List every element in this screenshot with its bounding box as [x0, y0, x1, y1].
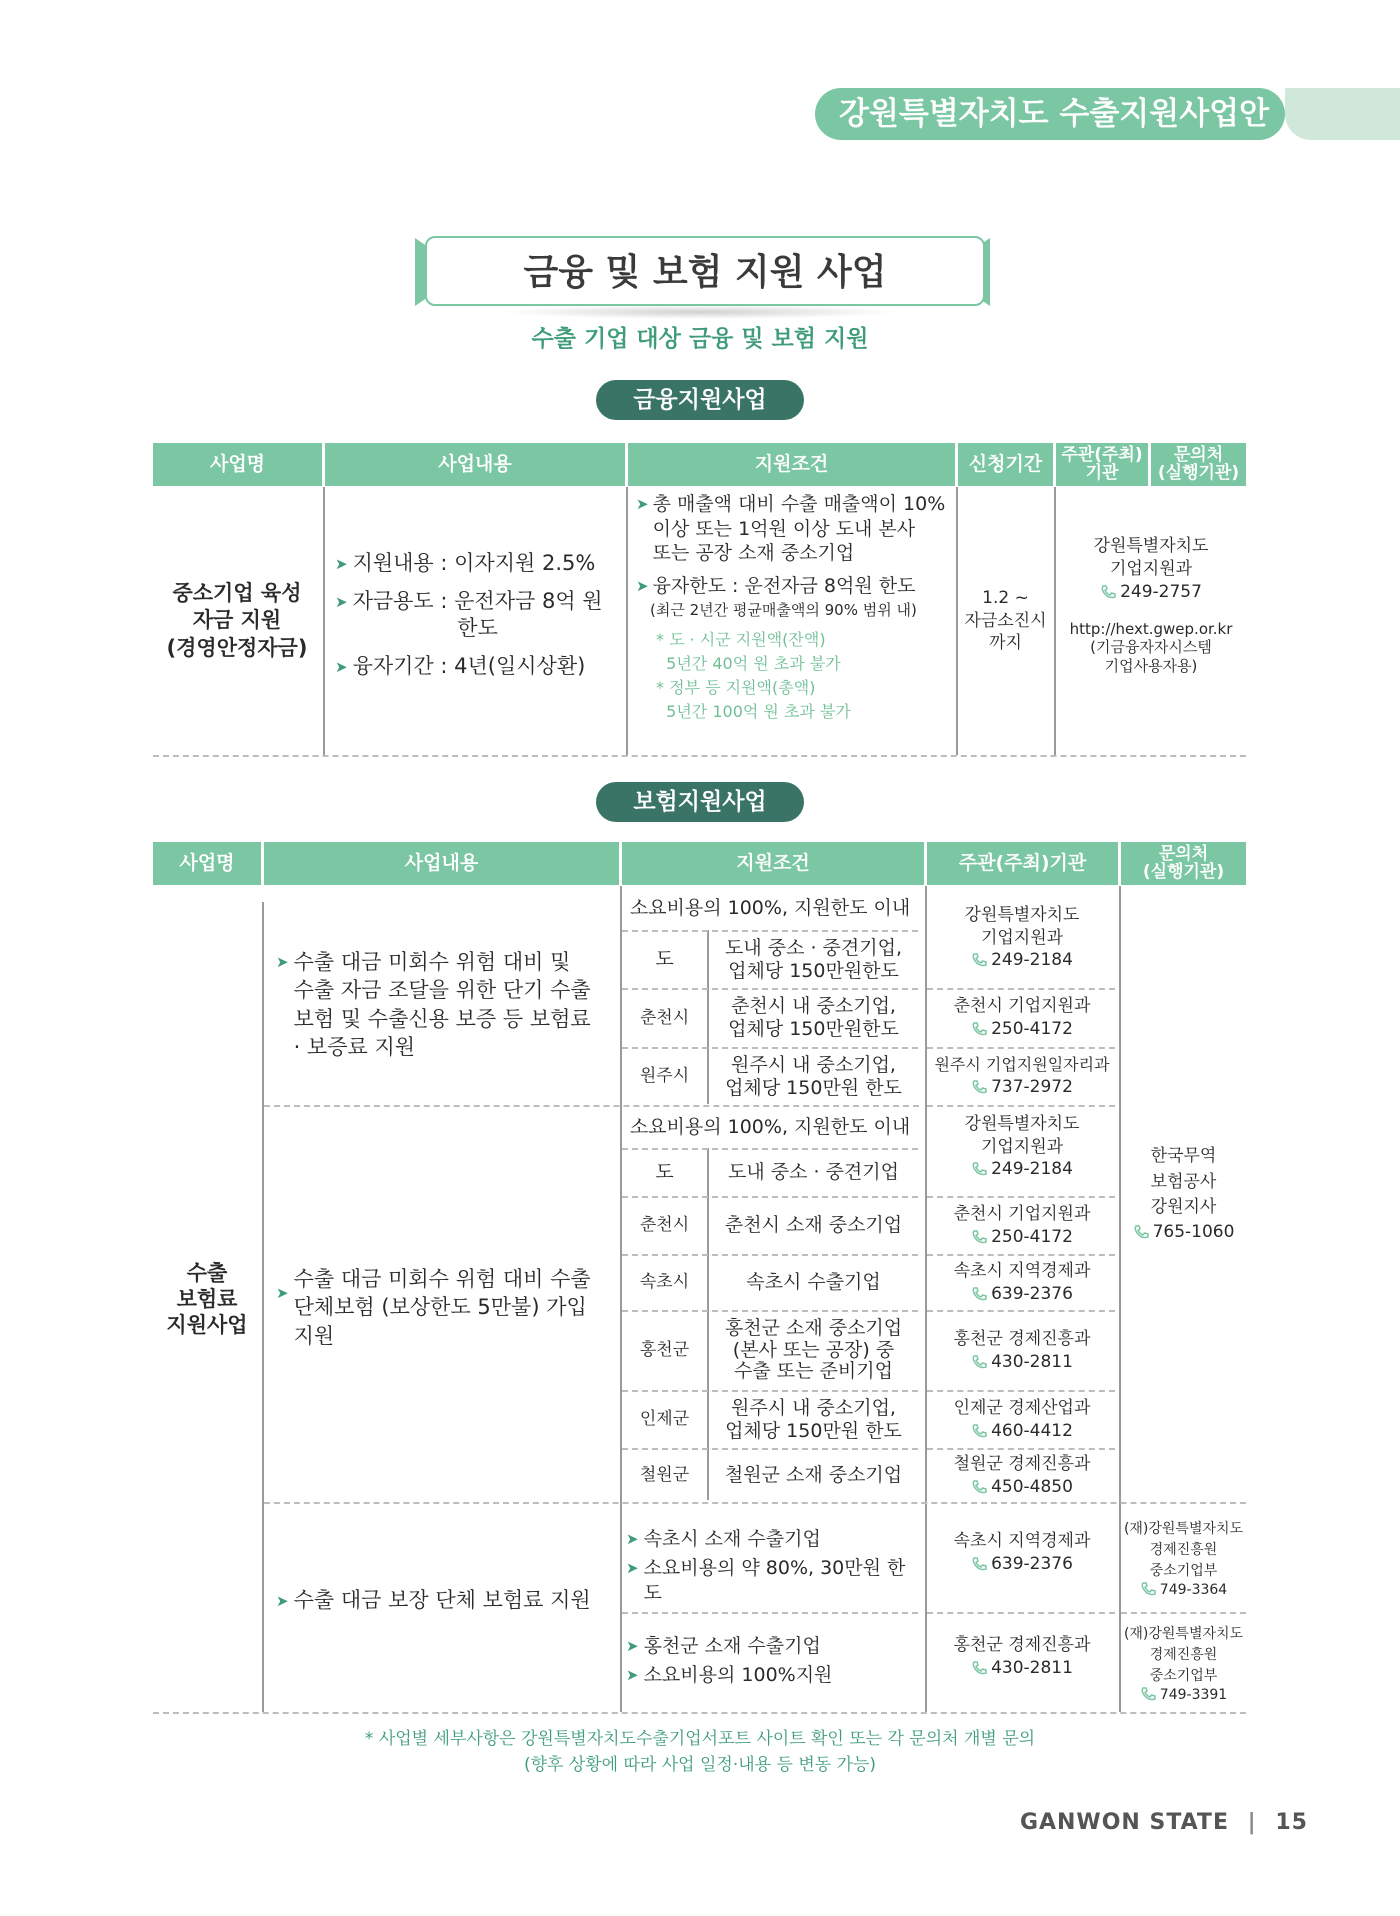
- organizer-cell: 춘천시 기업지원과 250-4172: [953, 1203, 1091, 1247]
- footer-separator: |: [1247, 1810, 1257, 1835]
- region-label: 인제군: [639, 1409, 690, 1430]
- phone-icon: [1140, 1582, 1156, 1596]
- region-condition: 원주시 내 중소기업, 업체당 150만원 한도: [725, 1053, 902, 1099]
- finance-url[interactable]: http://hext.gwep.or.kr: [1069, 619, 1233, 638]
- finance-header-period: 신청기간: [958, 443, 1053, 486]
- organizer-cell: 속초시 지역경제과 639-2376: [953, 1260, 1091, 1304]
- insurance-g2-content: ➤ 수출 대금 미회수 위험 대비 수출 단체보험 (보상한도 5만불) 가입 지원: [276, 1265, 616, 1350]
- organizer-cell: 강원특별자치도 기업지원과 249-2184: [964, 1113, 1080, 1180]
- arrow-bullet-icon: ➤: [335, 593, 348, 611]
- inquiry-cell: (재)강원특별자치도 경제진흥원 중소기업부 749-3364: [1123, 1520, 1244, 1598]
- region-condition: 속초시 수출기업: [746, 1271, 881, 1294]
- finance-condition-note: (최근 2년간 평균매출액의 90% 범위 내): [650, 601, 917, 620]
- finance-condition-limit: * 정부 등 지원액(총액) 5년간 100억 원 초과 불가: [656, 678, 851, 722]
- arrow-bullet-icon: ➤: [626, 1530, 639, 1548]
- region-label: 춘천시: [639, 1007, 690, 1028]
- insurance-g2-cond-head: 소요비용의 100%, 지원한도 이내: [629, 1115, 911, 1138]
- phone-icon: [1100, 585, 1116, 599]
- insurance-header-organizer: 주관(주최)기관: [927, 842, 1118, 885]
- phone-icon: [971, 1287, 987, 1301]
- arrow-bullet-icon: ➤: [626, 1666, 639, 1684]
- insurance-g3-cond: ➤ 홍천군 소재 수출기업 ➤ 소요비용의 100%지원: [626, 1635, 833, 1686]
- finance-divider: [323, 487, 325, 755]
- region-label: 홍천군: [639, 1340, 690, 1361]
- insurance-header-content: 사업내용: [264, 842, 619, 885]
- arrow-bullet-icon: ➤: [335, 657, 348, 676]
- finance-content-item: ➤ 자금용도 : 운전자금 8억 원 한도: [335, 588, 620, 643]
- phone-icon: [1140, 1687, 1156, 1701]
- phone-icon: [971, 1080, 987, 1094]
- region-label: 춘천시: [639, 1215, 690, 1236]
- phone-icon: [971, 1480, 987, 1494]
- organizer-cell: 춘천시 기업지원과 250-4172: [953, 996, 1091, 1039]
- finance-url-note: (기금융자자시스템 기업사용자용): [1090, 637, 1212, 676]
- insurance-header-name: 사업명: [153, 842, 261, 885]
- inquiry-cell: 한국무역 보험공사 강원지사 765-1060: [1121, 886, 1246, 1502]
- finance-section-label: 금융지원사업: [596, 380, 804, 420]
- finance-program-name: 중소기업 육성 자금 지원 (경영안정자금): [166, 581, 308, 660]
- phone-icon: [971, 1022, 987, 1036]
- insurance-section-label: 보험지원사업: [596, 782, 804, 822]
- finance-conditions: [636, 492, 954, 724]
- page-number: 15: [1275, 1810, 1308, 1835]
- region-condition: 홍천군 소재 중소기업 (본사 또는 공장) 중 수출 또는 준비기업: [724, 1316, 903, 1383]
- finance-condition-item: ➤ 융자한도 : 운전자금 8억원 한도: [636, 575, 916, 598]
- finance-header-condition: 지원조건: [628, 443, 955, 486]
- arrow-bullet-icon: ➤: [335, 555, 348, 573]
- phone-icon: [971, 1230, 987, 1244]
- finance-condition-limit: * 도 · 시군 지원액(잔액) 5년간 40억 원 초과 불가: [656, 630, 841, 674]
- finance-bottom-border: [153, 755, 1246, 757]
- arrow-bullet-icon: ➤: [626, 1559, 639, 1577]
- phone-icon: [1133, 1225, 1149, 1239]
- banner-tail: [1285, 88, 1400, 140]
- phone-icon: [971, 1661, 987, 1675]
- arrow-bullet-icon: ➤: [276, 1592, 289, 1610]
- footer-note: * 사업별 세부사항은 강원특별자치도수출기업서포트 사이트 확인 또는 각 문의처 개별 문의 (향후 상황에 따라 사업 일정·내용 등 변동 가능): [364, 1729, 1036, 1775]
- insurance-g3-cond: ➤ 속초시 소재 수출기업 ➤ 소요비용의 약 80%, 30만원 한도: [626, 1528, 906, 1604]
- phone-icon: [971, 1557, 987, 1571]
- phone-icon: [971, 1424, 987, 1438]
- phone-icon: [971, 1355, 987, 1369]
- arrow-bullet-icon: ➤: [636, 577, 649, 596]
- header-banner: 강원특별자치도 수출지원사업안내: [815, 88, 1285, 140]
- region-condition: 도내 중소 · 중견기업, 업체당 150만원한도: [724, 936, 903, 982]
- organizer-cell: 홍천군 경제진흥과 430-2811: [953, 1328, 1091, 1372]
- region-label: 도: [655, 1161, 674, 1184]
- organizer-cell: 홍천군 경제진흥과 430-2811: [953, 1635, 1091, 1678]
- inquiry-cell: (재)강원특별자치도 경제진흥원 중소기업부 749-3391: [1123, 1625, 1244, 1703]
- finance-header-name: 사업명: [153, 443, 322, 486]
- finance-header-inquiry: 문의처 (실행기관): [1151, 443, 1246, 486]
- finance-content-list: [335, 550, 620, 681]
- insurance-bottom-border: [153, 1712, 1246, 1714]
- organizer-cell: 강원특별자치도 기업지원과 249-2184: [964, 904, 1080, 971]
- region-label: 도: [655, 948, 674, 971]
- finance-period: 1.2 ~ 자금소진시 까지: [964, 587, 1047, 654]
- page-subtitle: 수출 기업 대상 금융 및 보험 지원: [531, 326, 869, 352]
- region-condition: 원주시 내 중소기업, 업체당 150만원 한도: [725, 1396, 902, 1442]
- finance-organizer: 강원특별자치도 기업지원과 249-2757 http://hext.gwep.or.kr (기금융자자시스템 기업사용자용): [1056, 535, 1246, 677]
- arrow-bullet-icon: ➤: [276, 953, 289, 971]
- finance-condition-item: ➤ 총 매출액 대비 수출 매출액이 10% 이상 또는 1억원 이상 도내 본사 또는 공장 소재 중소기업: [636, 493, 946, 565]
- insurance-header-inquiry: 문의처 (실행기관): [1121, 842, 1246, 885]
- brand-label: GANWON STATE: [1019, 1810, 1229, 1835]
- finance-header-content: 사업내용: [325, 443, 625, 486]
- organizer-cell: 원주시 기업지원일자리과 737-2972: [934, 1055, 1110, 1097]
- finance-divider: [626, 487, 628, 755]
- phone-icon: [971, 1162, 987, 1176]
- region-condition: 춘천시 내 중소기업, 업체당 150만원한도: [728, 995, 899, 1040]
- finance-content-item: ➤ 융자기간 : 4년(일시상환): [335, 653, 620, 681]
- finance-header-organizer: 주관(주최) 기관: [1056, 443, 1148, 486]
- region-label: 철원군: [639, 1465, 690, 1486]
- arrow-bullet-icon: ➤: [626, 1637, 639, 1655]
- insurance-program-name: 수출 보험료 지원사업: [166, 1260, 248, 1338]
- ribbon-shadow: [500, 305, 900, 319]
- insurance-g1-content: ➤ 수출 대금 미회수 위험 대비 및 수출 자금 조달을 위한 단기 수출 보험 및 수출신용 보증 등 보험료 · 보증료 지원: [276, 948, 616, 1061]
- region-condition: 철원군 소재 중소기업: [724, 1464, 903, 1487]
- region-label: 원주시: [639, 1066, 690, 1087]
- finance-organizer-phone: 249-2757: [1056, 581, 1246, 604]
- page-footer: [1020, 1810, 1308, 1835]
- page-title: 금융 및 보험 지원 사업: [425, 236, 985, 306]
- finance-content-item: ➤ 지원내용 : 이자지원 2.5%: [335, 550, 620, 578]
- phone-icon: [971, 953, 987, 967]
- region-label: 속초시: [639, 1272, 690, 1293]
- organizer-cell: 인제군 경제산업과 460-4412: [953, 1397, 1091, 1441]
- region-condition: 춘천시 소재 중소기업: [724, 1214, 903, 1237]
- insurance-header-condition: 지원조건: [622, 842, 924, 885]
- insurance-g1-cond-head: 소요비용의 100%, 지원한도 이내: [629, 896, 911, 919]
- region-condition: 도내 중소 · 중견기업: [728, 1161, 899, 1184]
- insurance-g3-content: ➤ 수출 대금 보장 단체 보험료 지원: [276, 1587, 616, 1615]
- organizer-cell: 속초시 지역경제과 639-2376: [953, 1531, 1091, 1574]
- organizer-cell: 철원군 경제진흥과 450-4850: [953, 1453, 1091, 1497]
- insurance-divider: [262, 902, 264, 1712]
- row-divider: [622, 1612, 918, 1614]
- arrow-bullet-icon: ➤: [636, 495, 649, 513]
- arrow-bullet-icon: ➤: [276, 1284, 289, 1302]
